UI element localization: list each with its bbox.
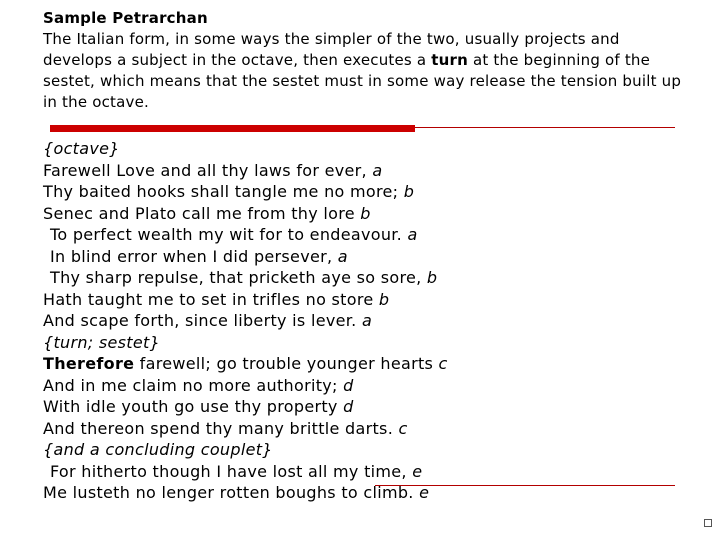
intro-text-2: at the beginning of the sestet, which means that the sestet must in some way release the tension built up in the octave. bbox=[43, 51, 682, 111]
section-label-turn: {turn; sestet} bbox=[43, 332, 161, 352]
rhyme-letter: c bbox=[438, 354, 448, 373]
line-text: Thy baited hooks shall tangle me no more; bbox=[43, 182, 404, 201]
poem-line bbox=[43, 310, 683, 332]
poem-line bbox=[43, 224, 683, 246]
poem-line bbox=[43, 246, 683, 268]
line-text: And in me claim no more authority; bbox=[43, 375, 344, 395]
corner-square-icon bbox=[704, 519, 712, 527]
line-text: Senec and Plato call me from thy lore bbox=[43, 203, 361, 223]
poem-line bbox=[43, 160, 683, 182]
rhyme-letter: c bbox=[398, 418, 408, 438]
thin-divider-line bbox=[415, 127, 675, 128]
rhyme-letter: b bbox=[426, 268, 438, 287]
line-text: To perfect wealth my wit for to endeavour. bbox=[50, 225, 408, 244]
poem-line bbox=[43, 396, 683, 418]
rhyme-letter: b bbox=[403, 182, 415, 201]
intro-block bbox=[43, 8, 683, 113]
line-text: farewell; go trouble younger hearts bbox=[134, 354, 439, 373]
poem-line bbox=[43, 289, 683, 311]
line-text: In blind error when I did persever, bbox=[50, 246, 338, 266]
turn-keyword: turn bbox=[431, 51, 469, 69]
line-text: For hitherto though I have lost all my time, bbox=[50, 461, 413, 481]
rhyme-letter: a bbox=[407, 225, 418, 244]
poem bbox=[43, 138, 683, 504]
poem-line bbox=[43, 181, 683, 203]
line-text: And scape forth, since liberty is lever. bbox=[43, 311, 362, 330]
rhyme-letter: d bbox=[343, 375, 354, 395]
line-text: Thy sharp repulse, that pricketh aye so sore, bbox=[50, 268, 427, 287]
poem-line bbox=[43, 353, 683, 375]
intro-paragraph bbox=[43, 29, 683, 113]
poem-line bbox=[43, 203, 683, 225]
line-text: Me lusteth no lenger rotten boughs to climb. bbox=[43, 483, 420, 502]
therefore-keyword: Therefore bbox=[43, 354, 135, 373]
page-title: Sample Petrarchan bbox=[43, 9, 208, 27]
red-divider-bar bbox=[50, 125, 415, 132]
intro-text-1: The Italian form, in some ways the simpler of the two, usually projects and develops a subject in the octave, then executes a bbox=[43, 30, 620, 69]
rhyme-letter: d bbox=[343, 397, 354, 416]
line-text: With idle youth go use thy property bbox=[43, 397, 344, 416]
poem-line bbox=[43, 375, 683, 397]
line-text: Hath taught me to set in trifles no store bbox=[43, 289, 379, 309]
rhyme-letter: b bbox=[378, 289, 390, 309]
poem-line bbox=[43, 267, 683, 289]
rhyme-letter: b bbox=[360, 203, 371, 223]
section-label-octave: {octave} bbox=[43, 139, 120, 158]
poem-line bbox=[43, 418, 683, 440]
line-text: Farewell Love and all thy laws for ever, bbox=[43, 160, 373, 180]
rhyme-letter: a bbox=[372, 160, 383, 180]
rhyme-letter: a bbox=[361, 311, 373, 330]
section-label-couplet: {and a concluding couplet} bbox=[43, 440, 273, 459]
rhyme-letter: a bbox=[337, 246, 348, 266]
poem-line bbox=[43, 461, 683, 483]
rhyme-letter: e bbox=[419, 483, 430, 502]
poem-line bbox=[43, 482, 683, 504]
rhyme-letter: e bbox=[412, 461, 423, 481]
line-text: And thereon spend thy many brittle darts. bbox=[43, 418, 399, 438]
